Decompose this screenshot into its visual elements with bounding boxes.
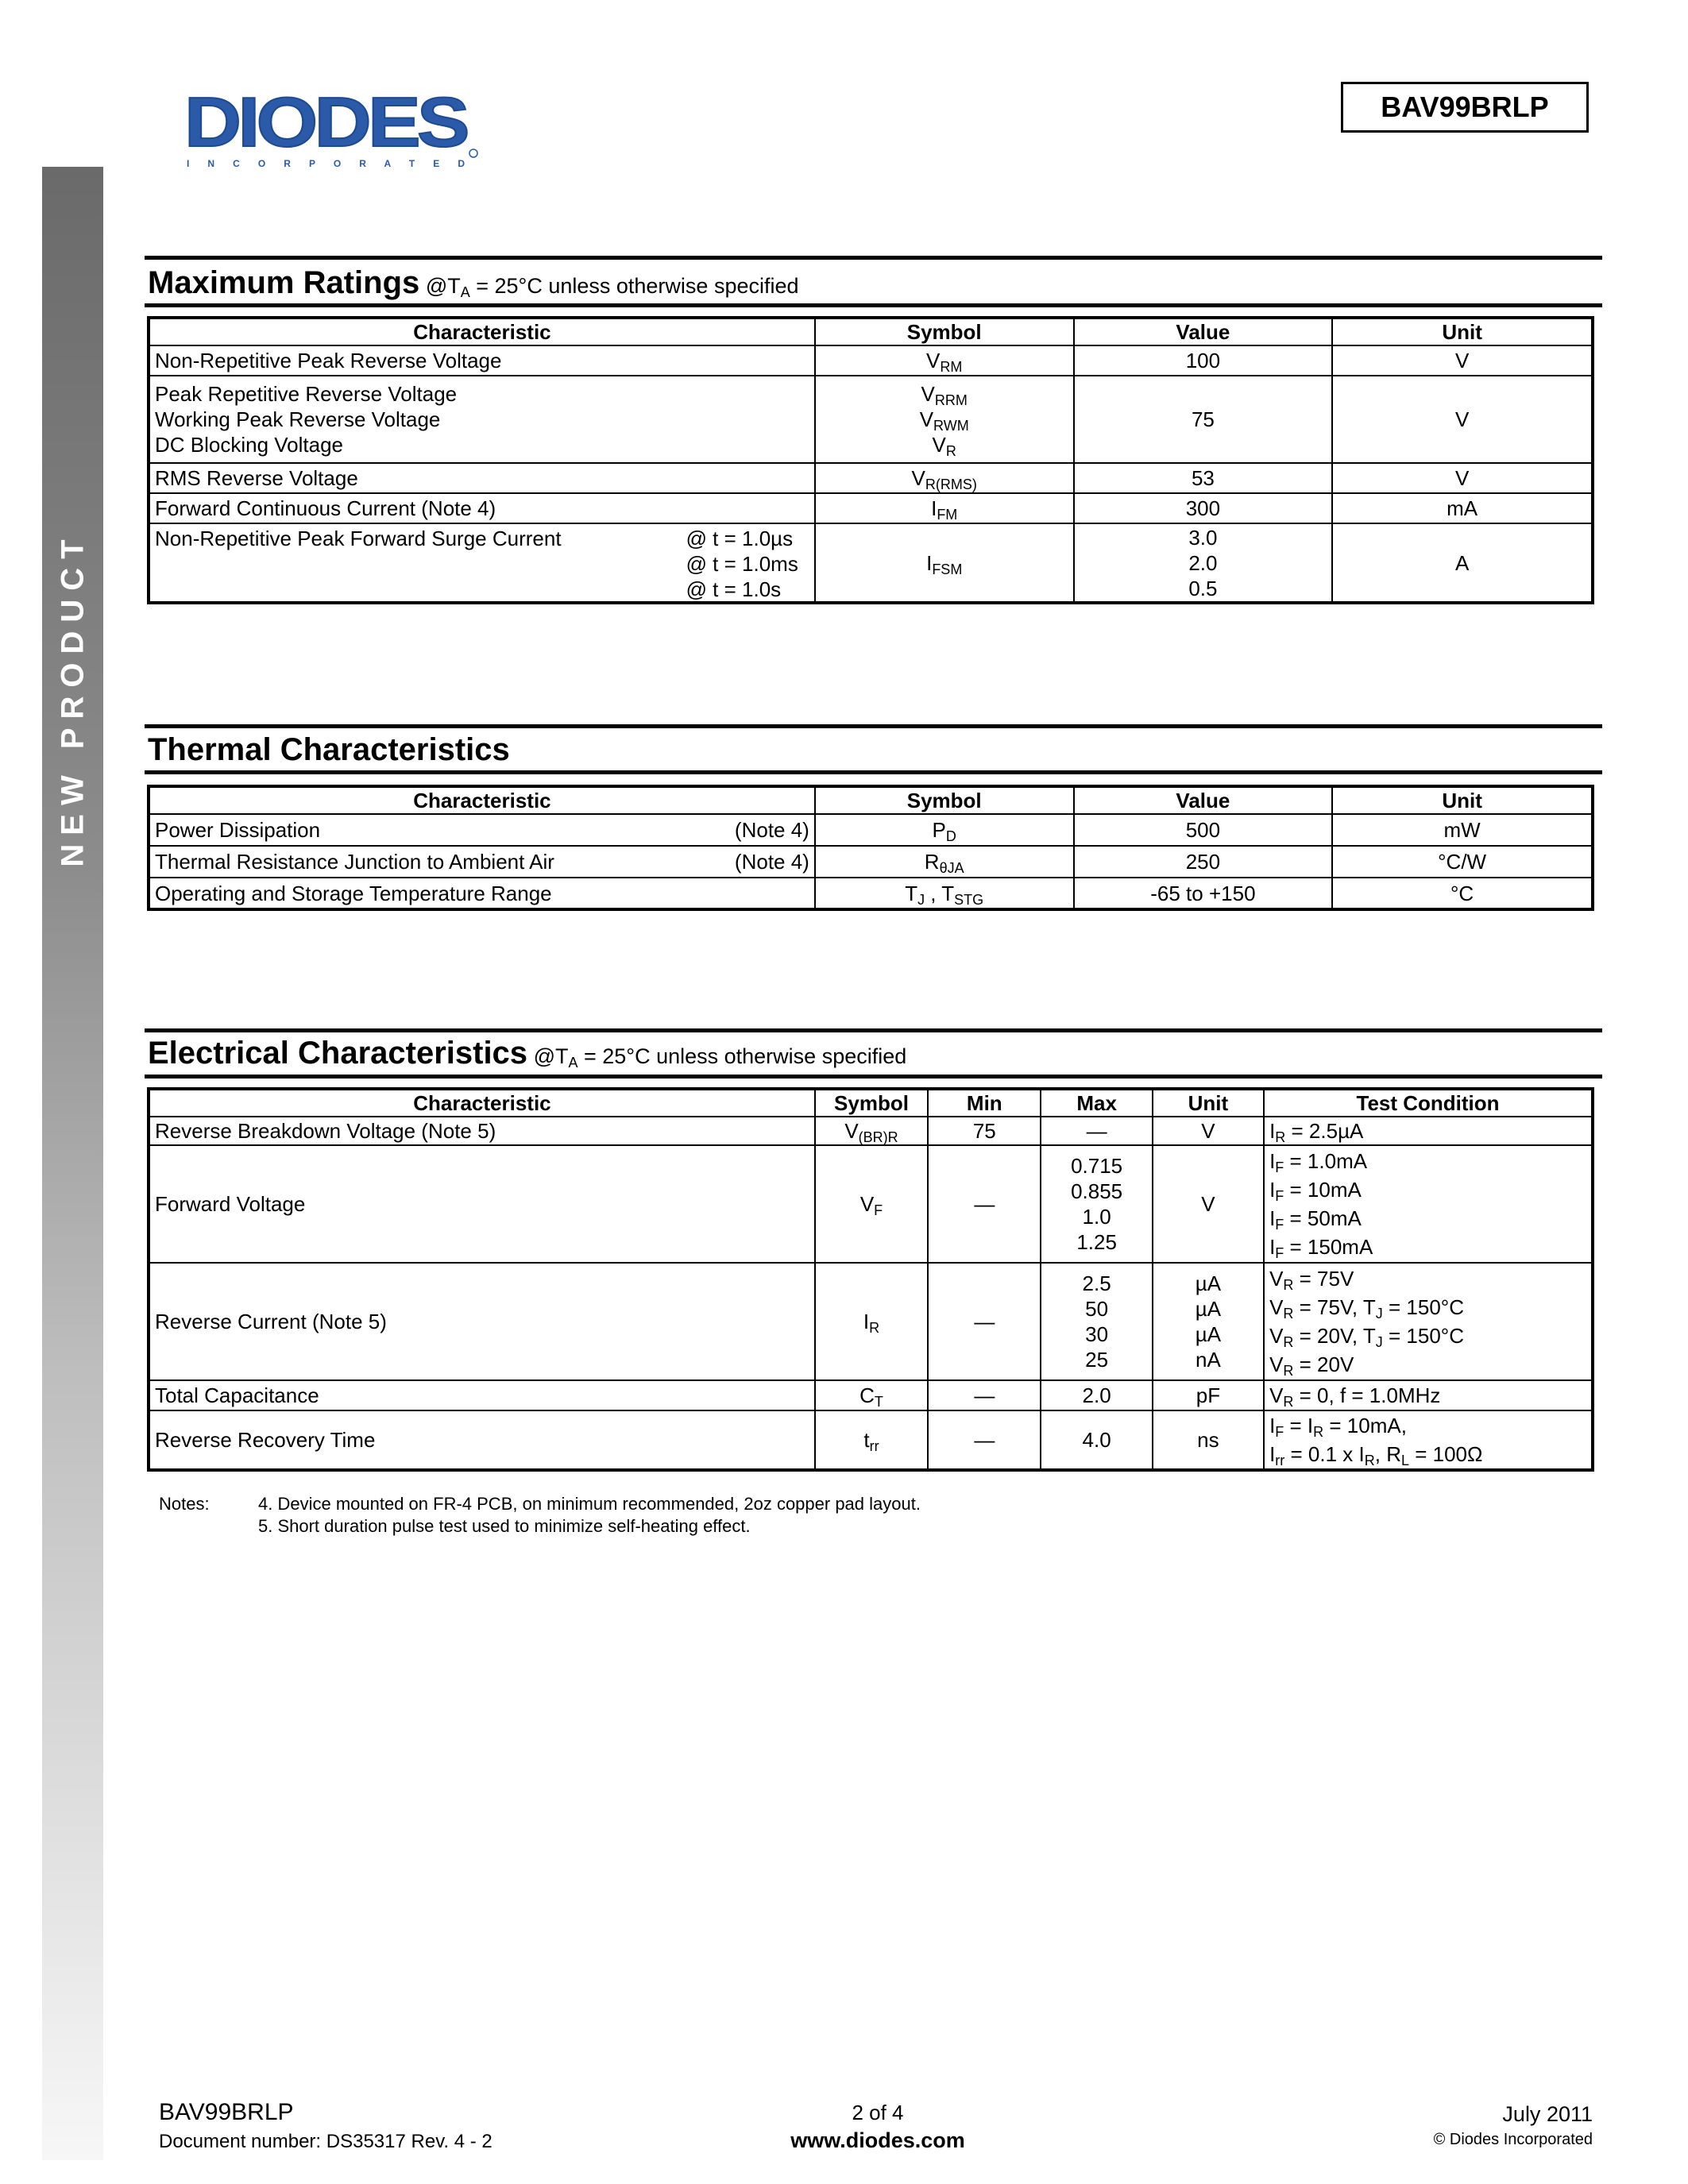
value-cell: 100 [1074, 345, 1333, 376]
characteristic-cell: RMS Reverse Voltage [149, 463, 815, 493]
table-row [149, 345, 1593, 376]
symbol-cell: $C_T$ [815, 1380, 928, 1410]
section-rule [145, 1028, 1602, 1032]
table-row [149, 846, 1593, 878]
test-condition-cell: $I_F = 1.0mA$ $I_F = 10mA$ $I_F = 50mA$ $I_F = 150mA$ [1264, 1145, 1593, 1263]
sidebar-band [42, 167, 103, 2160]
max-cell: 0.715 0.855 1.0 1.25 [1041, 1145, 1152, 1263]
column-header: Symbol [815, 318, 1074, 345]
min-cell: 75 [928, 1117, 1041, 1145]
unit-cell: V [1153, 1117, 1264, 1145]
section-rule [145, 724, 1602, 728]
symbol-cell: $R_{\theta JA}$ [815, 846, 1074, 878]
column-header: Characteristic [149, 318, 815, 345]
value-cell: 3.0 2.0 0.5 [1074, 523, 1333, 603]
thermal-title: Thermal Characteristics [148, 732, 510, 767]
column-header: Unit [1332, 786, 1593, 814]
symbol-cell: $I_R$ [815, 1263, 928, 1380]
diodes-logo [184, 89, 486, 168]
min-cell: — [928, 1145, 1041, 1263]
column-header: Characteristic [149, 786, 815, 814]
unit-cell: V [1332, 345, 1593, 376]
unit-cell: A [1332, 523, 1593, 603]
footer-page: 2 of 4 [852, 2101, 904, 2124]
column-header: Max [1041, 1089, 1152, 1117]
max-ratings-title: Maximum Ratings $@T_A = 25^\circ C$ unless otherwise specified [148, 265, 799, 300]
min-cell: — [928, 1263, 1041, 1380]
min-cell: — [928, 1410, 1041, 1470]
registered-mark-icon [469, 149, 477, 157]
table-row [149, 1263, 1593, 1380]
table-row [149, 523, 1593, 603]
table-row [149, 1117, 1593, 1145]
max-cell: 2.0 [1041, 1380, 1152, 1410]
column-header: Symbol [815, 1089, 928, 1117]
characteristic-cell: Total Capacitance [149, 1380, 815, 1410]
column-header: Min [928, 1089, 1041, 1117]
column-header: Value [1074, 786, 1333, 814]
thermal-table [147, 785, 1594, 911]
column-header: Value [1074, 318, 1333, 345]
value-cell: 500 [1074, 814, 1333, 846]
max-cell: 2.5 50 30 25 [1041, 1263, 1152, 1380]
characteristic-cell: Forward Continuous Current (Note 4) [149, 493, 815, 523]
unit-cell: °C/W [1332, 846, 1593, 878]
part-number-box: BAV99BRLP [1341, 82, 1589, 133]
max-cell: 4.0 [1041, 1410, 1152, 1470]
table-header-row [149, 786, 1593, 814]
table-row [149, 1380, 1593, 1410]
section-rule [145, 256, 1602, 260]
sidebar-label: NEW PRODUCT [55, 531, 91, 867]
unit-cell: °C [1332, 878, 1593, 909]
table-row [149, 814, 1593, 846]
electrical-title: Electrical Characteristics $@T_A = 25^\circ C$ unless otherwise specified [148, 1036, 907, 1071]
column-header: Symbol [815, 786, 1074, 814]
notes-label: Notes: [159, 1494, 210, 1514]
value-cell: 250 [1074, 846, 1333, 878]
characteristic-cell: Forward Voltage [149, 1145, 815, 1263]
characteristic-cell: Power Dissipation (Note 4) [149, 814, 815, 846]
symbol-cell: $T_J$ , $T_{STG}$ [815, 878, 1074, 909]
test-condition-cell: $V_R = 75V$ $V_R = 75V$, $T_J = 150^\circ C$ $V_R = 20V$, $T_J = 150^\circ C$ $V_R = 20V$ [1264, 1263, 1593, 1380]
footer-part: BAV99BRLP [159, 2099, 294, 2125]
unit-cell: µA µA µA nA [1153, 1263, 1264, 1380]
section-rule [145, 303, 1602, 307]
logo-subtext: I N C O R P O R A T E D [187, 158, 465, 168]
value-cell: 75 [1074, 376, 1333, 463]
symbol-cell: $V_{R(RMS)}$ [815, 463, 1074, 493]
note-item: 4. Device mounted on FR-4 PCB, on minimum recommended, 2oz copper pad layout. [258, 1494, 921, 1514]
max-ratings-table [147, 316, 1594, 604]
characteristic-cell: Reverse Recovery Time [149, 1410, 815, 1470]
unit-cell: mW [1332, 814, 1593, 846]
value-cell: 53 [1074, 463, 1333, 493]
value-cell: 300 [1074, 493, 1333, 523]
footer-doc-number: Document number: DS35317 Rev. 4 - 2 [159, 2131, 492, 2152]
column-header: Characteristic [149, 1089, 815, 1117]
table-row [149, 376, 1593, 463]
footer-date: July 2011 [1502, 2102, 1593, 2126]
unit-cell: V [1332, 463, 1593, 493]
symbol-cell: $I_{FM}$ [815, 493, 1074, 523]
max-cell: — [1041, 1117, 1152, 1145]
unit-cell: V [1332, 376, 1593, 463]
note-item: 5. Short duration pulse test used to minimize self-heating effect. [258, 1516, 751, 1536]
column-header: Unit [1153, 1089, 1264, 1117]
section-rule [145, 1075, 1602, 1078]
symbol-cell: $t_{rr}$ [815, 1410, 928, 1470]
logo-wordmark: DIODES [184, 89, 468, 161]
table-header-row [149, 318, 1593, 345]
symbol-cell: $V_{RRM}$ $V_{RWM}$ $V_R$ [815, 376, 1074, 463]
characteristic-cell: Reverse Current (Note 5) [149, 1263, 815, 1380]
symbol-cell: $I_{FSM}$ [815, 523, 1074, 603]
characteristic-cell: Reverse Breakdown Voltage (Note 5) [149, 1117, 815, 1145]
section-rule [145, 770, 1602, 774]
table-row [149, 1410, 1593, 1470]
characteristic-cell: Non-Repetitive Peak Reverse Voltage [149, 345, 815, 376]
symbol-cell: $V_{(BR)R}$ [815, 1117, 928, 1145]
footer-url[interactable]: www.diodes.com [790, 2128, 965, 2152]
characteristic-cell: Peak Repetitive Reverse Voltage Working Peak Reverse Voltage DC Blocking Voltage [149, 376, 815, 463]
table-header-row [149, 1089, 1593, 1117]
test-condition-cell: $I_F = I_R = 10mA$, $I_{rr} = 0.1$ x $I_R$, $R_L = 100\Omega$ [1264, 1410, 1593, 1470]
test-condition-cell: $I_R = 2.5\mu A$ [1264, 1117, 1593, 1145]
footer-copyright: © Diodes Incorporated [1433, 2131, 1593, 2148]
table-row [149, 878, 1593, 909]
column-header: Test Condition [1264, 1089, 1593, 1117]
electrical-table [147, 1087, 1594, 1472]
characteristic-cell: Non-Repetitive Peak Forward Surge Current @ t = 1.0µs @ t = 1.0ms @ t = 1.0s [149, 523, 815, 603]
table-row [149, 1145, 1593, 1263]
symbol-cell: $V_{RM}$ [815, 345, 1074, 376]
symbol-cell: $V_F$ [815, 1145, 928, 1263]
unit-cell: V [1153, 1145, 1264, 1263]
value-cell: -65 to +150 [1074, 878, 1333, 909]
characteristic-cell: Operating and Storage Temperature Range [149, 878, 815, 909]
table-row [149, 463, 1593, 493]
min-cell: — [928, 1380, 1041, 1410]
unit-cell: pF [1153, 1380, 1264, 1410]
table-row [149, 493, 1593, 523]
symbol-cell: $P_D$ [815, 814, 1074, 846]
test-condition-cell: $V_R = 0$, f = 1.0MHz [1264, 1380, 1593, 1410]
characteristic-cell: Thermal Resistance Junction to Ambient Air (Note 4) [149, 846, 815, 878]
unit-cell: mA [1332, 493, 1593, 523]
column-header: Unit [1332, 318, 1593, 345]
unit-cell: ns [1153, 1410, 1264, 1470]
